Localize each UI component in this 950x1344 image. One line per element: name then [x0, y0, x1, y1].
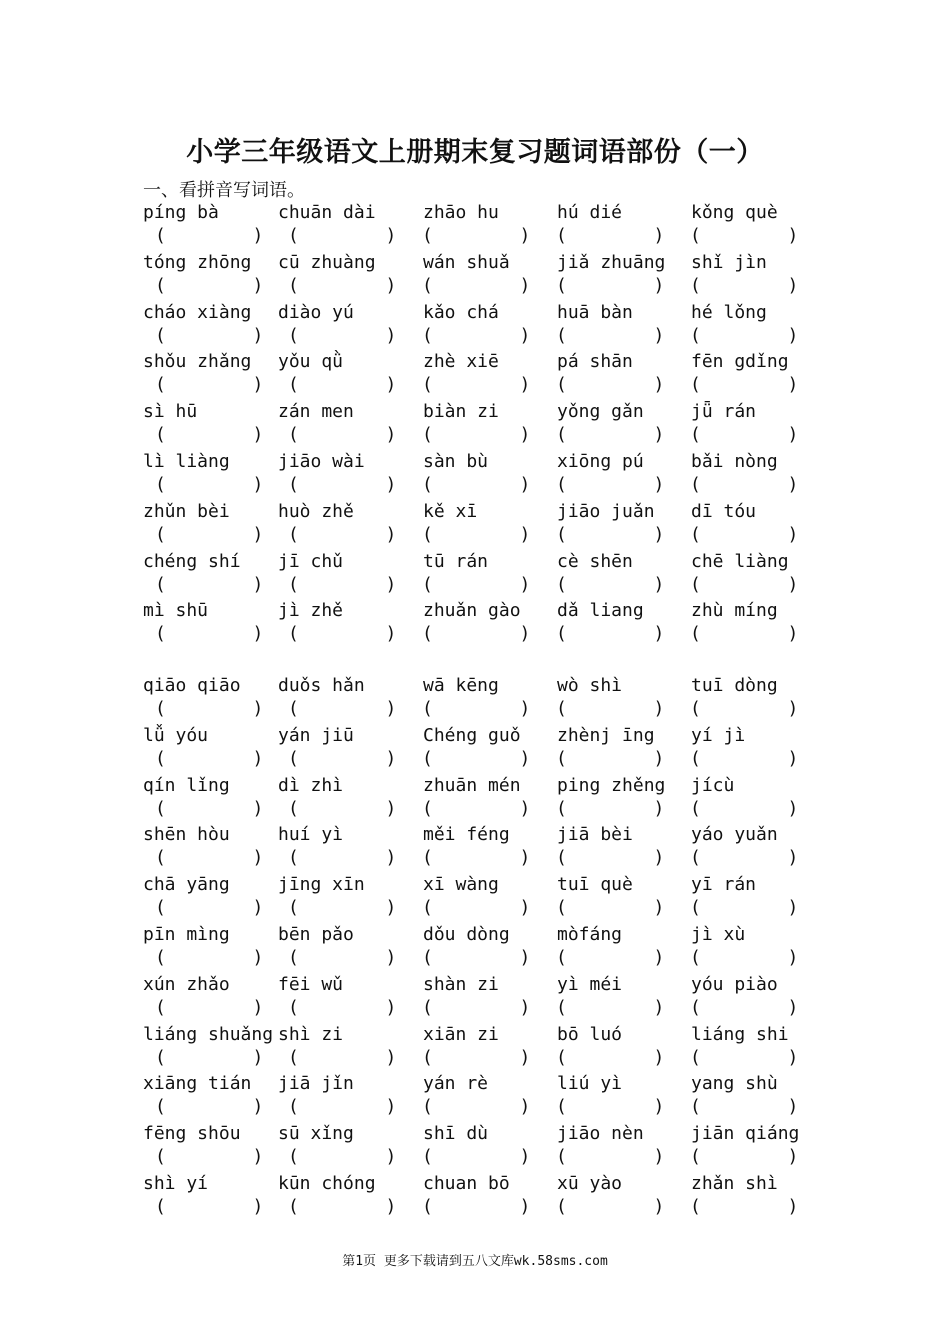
pinyin-prompt: duǒs hǎn [278, 675, 365, 696]
pinyin-prompt: zhǎn shì [691, 1173, 778, 1194]
answer-blank: ( ) [155, 996, 264, 1018]
exercise-row [0, 352, 950, 400]
answer-blank: ( ) [288, 947, 397, 968]
pinyin-prompt: yán rè [423, 1073, 489, 1095]
pinyin-prompt: wò shì [557, 675, 623, 696]
answer-blank: ( ) [422, 274, 531, 296]
pinyin-prompt: jiāo juǎn [557, 500, 655, 522]
answer-blank: ( ) [556, 996, 665, 1018]
pinyin-prompt: hú dié [557, 202, 623, 223]
answer-blank: ( ) [556, 1146, 665, 1168]
pinyin-prompt: jícù [691, 774, 735, 796]
answer-blank: ( ) [155, 747, 264, 769]
pinyin-prompt: zhuǎn gào [423, 600, 521, 622]
answer-blank: ( ) [422, 1196, 531, 1217]
pinyin-prompt: píng bà [143, 202, 219, 223]
answer-blank: ( ) [556, 225, 665, 246]
answer-blank: ( ) [288, 747, 397, 769]
exercise-row [0, 452, 950, 500]
answer-blank: ( ) [155, 573, 264, 595]
exercise-row [0, 1174, 950, 1222]
pinyin-prompt: jiān qiáng [691, 1123, 800, 1145]
answer-blank: ( ) [556, 1196, 665, 1217]
answer-blank: ( ) [155, 1146, 264, 1168]
answer-blank: ( ) [288, 1196, 397, 1217]
pinyin-prompt: liú yì [557, 1073, 623, 1095]
answer-blank: ( ) [556, 1046, 665, 1068]
pinyin-prompt: dì zhì [278, 774, 344, 796]
answer-blank: ( ) [690, 623, 799, 645]
section-heading: 一、看拼音写词语。 [143, 180, 305, 201]
pinyin-prompt: shī dù [423, 1123, 489, 1145]
pinyin-prompt: xiān zi [423, 1023, 499, 1045]
answer-blank: ( ) [556, 374, 665, 396]
answer-blank: ( ) [690, 474, 799, 495]
answer-blank: ( ) [155, 947, 264, 968]
exercise-row [0, 253, 950, 301]
answer-blank: ( ) [690, 1096, 799, 1118]
answer-blank: ( ) [556, 623, 665, 645]
answer-blank: ( ) [422, 698, 531, 719]
pinyin-prompt: lì liàng [143, 451, 230, 472]
pinyin-prompt: pá shān [557, 351, 633, 373]
pinyin-prompt: zhè xiē [423, 351, 499, 373]
answer-blank: ( ) [422, 623, 531, 645]
pinyin-prompt: cū zhuàng [278, 251, 376, 273]
answer-blank: ( ) [155, 374, 264, 396]
pinyin-prompt: chuan bō [423, 1173, 510, 1194]
pinyin-prompt: bō luó [557, 1023, 623, 1045]
pinyin-prompt: jī chǔ [278, 550, 344, 572]
pinyin-prompt: jiā bèi [557, 824, 633, 846]
pinyin-prompt: shēn hòu [143, 824, 230, 846]
answer-blank: ( ) [288, 847, 397, 869]
pinyin-prompt: zhènj īng [557, 724, 655, 746]
answer-blank: ( ) [288, 474, 397, 495]
page-footer: 第1页 更多下载请到五八文库wk.58sms.com [342, 1254, 608, 1269]
answer-blank: ( ) [422, 1146, 531, 1168]
pinyin-prompt: chuān dài [278, 202, 376, 223]
answer-blank: ( ) [556, 698, 665, 719]
pinyin-prompt: Chéng guǒ [423, 724, 521, 746]
pinyin-prompt: shǐ jìn [691, 251, 767, 273]
answer-blank: ( ) [288, 1096, 397, 1118]
pinyin-prompt: qín lǐng [143, 774, 230, 796]
answer-blank: ( ) [155, 324, 264, 346]
answer-blank: ( ) [422, 947, 531, 968]
pinyin-prompt: kě xī [423, 500, 478, 522]
pinyin-prompt: pīn mìng [143, 924, 230, 945]
answer-blank: ( ) [690, 225, 799, 246]
answer-blank: ( ) [155, 1196, 264, 1217]
pinyin-prompt: jiā jǐn [278, 1073, 354, 1095]
answer-blank: ( ) [155, 1046, 264, 1068]
answer-blank: ( ) [556, 424, 665, 446]
pinyin-prompt: zhù míng [691, 600, 778, 622]
pinyin-prompt: yǒu qǜ [278, 351, 344, 373]
answer-blank: ( ) [556, 274, 665, 296]
answer-blank: ( ) [556, 523, 665, 545]
pinyin-prompt: qiāo qiāo [143, 675, 241, 696]
pinyin-prompt: xiāng tián [143, 1073, 252, 1095]
pinyin-prompt: xī wàng [423, 874, 499, 896]
answer-blank: ( ) [422, 1096, 531, 1118]
exercise-row [0, 303, 950, 351]
pinyin-prompt: shì yí [143, 1173, 209, 1194]
answer-blank: ( ) [690, 324, 799, 346]
answer-blank: ( ) [690, 573, 799, 595]
answer-blank: ( ) [288, 623, 397, 645]
answer-blank: ( ) [288, 797, 397, 819]
exercise-row [0, 975, 950, 1023]
pinyin-prompt: chéng shí [143, 550, 241, 572]
pinyin-prompt: shǒu zhǎng [143, 351, 252, 373]
pinyin-prompt: xiōng pú [557, 451, 644, 472]
answer-blank: ( ) [155, 797, 264, 819]
answer-blank: ( ) [690, 1146, 799, 1168]
answer-blank: ( ) [422, 523, 531, 545]
pinyin-prompt: xū yào [557, 1173, 623, 1194]
answer-blank: ( ) [288, 523, 397, 545]
answer-blank: ( ) [155, 474, 264, 495]
answer-blank: ( ) [690, 523, 799, 545]
pinyin-prompt: xún zhǎo [143, 973, 230, 995]
answer-blank: ( ) [288, 225, 397, 246]
pinyin-prompt: tū rán [423, 550, 489, 572]
pinyin-prompt: dī tóu [691, 500, 757, 522]
pinyin-prompt: wā kēng [423, 675, 499, 696]
answer-blank: ( ) [690, 897, 799, 919]
answer-blank: ( ) [556, 747, 665, 769]
pinyin-prompt: dǎ liang [557, 600, 644, 622]
answer-blank: ( ) [690, 947, 799, 968]
pinyin-prompt: fēng shōu [143, 1123, 241, 1145]
answer-blank: ( ) [155, 1096, 264, 1118]
pinyin-prompt: liáng shi [691, 1023, 789, 1045]
pinyin-prompt: yóu piào [691, 973, 778, 995]
answer-blank: ( ) [422, 797, 531, 819]
pinyin-prompt: jiǎ zhuāng [557, 251, 666, 273]
answer-blank: ( ) [556, 947, 665, 968]
answer-blank: ( ) [422, 573, 531, 595]
pinyin-prompt: bēn pǎo [278, 924, 354, 945]
answer-blank: ( ) [556, 847, 665, 869]
answer-blank: ( ) [690, 274, 799, 296]
answer-blank: ( ) [288, 573, 397, 595]
pinyin-prompt: liáng shuǎng [143, 1023, 274, 1045]
exercise-row [0, 1074, 950, 1122]
pinyin-prompt: měi féng [423, 824, 510, 846]
answer-blank: ( ) [422, 474, 531, 495]
pinyin-prompt: jì xù [691, 924, 746, 945]
answer-blank: ( ) [288, 424, 397, 446]
answer-blank: ( ) [556, 1096, 665, 1118]
answer-blank: ( ) [690, 374, 799, 396]
pinyin-prompt: yǒng gǎn [557, 401, 644, 423]
exercise-row [0, 502, 950, 550]
exercise-row [0, 676, 950, 724]
exercise-row [0, 552, 950, 600]
pinyin-prompt: zhuān mén [423, 774, 521, 796]
pinyin-prompt: sū xǐng [278, 1123, 354, 1145]
answer-blank: ( ) [288, 698, 397, 719]
answer-blank: ( ) [556, 573, 665, 595]
pinyin-prompt: shì zi [278, 1023, 344, 1045]
pinyin-prompt: lǚ yóu [143, 724, 209, 746]
pinyin-prompt: jǖ rán [691, 401, 757, 423]
page-title: 小学三年级语文上册期末复习题词语部份（一） [186, 137, 764, 168]
pinyin-prompt: kǒng què [691, 202, 778, 223]
answer-blank: ( ) [155, 274, 264, 296]
pinyin-prompt: huò zhě [278, 500, 354, 522]
pinyin-prompt: jiāo nèn [557, 1123, 644, 1145]
pinyin-prompt: ping zhěng [557, 774, 666, 796]
answer-blank: ( ) [155, 424, 264, 446]
pinyin-prompt: jīng xīn [278, 874, 365, 896]
answer-blank: ( ) [422, 996, 531, 1018]
pinyin-prompt: chē liàng [691, 550, 789, 572]
answer-blank: ( ) [422, 747, 531, 769]
answer-blank: ( ) [155, 225, 264, 246]
answer-blank: ( ) [288, 1146, 397, 1168]
answer-blank: ( ) [556, 324, 665, 346]
answer-blank: ( ) [155, 847, 264, 869]
exercise-row [0, 726, 950, 774]
pinyin-prompt: sì hū [143, 401, 198, 423]
pinyin-prompt: kūn chóng [278, 1173, 376, 1194]
pinyin-prompt: yī rán [691, 874, 757, 896]
answer-blank: ( ) [422, 225, 531, 246]
answer-blank: ( ) [422, 324, 531, 346]
pinyin-prompt: zán men [278, 401, 354, 423]
exercise-row [0, 925, 950, 973]
pinyin-prompt: fēi wǔ [278, 973, 344, 995]
pinyin-prompt: shàn zi [423, 973, 499, 995]
answer-blank: ( ) [155, 523, 264, 545]
answer-blank: ( ) [288, 1046, 397, 1068]
answer-blank: ( ) [690, 424, 799, 446]
pinyin-prompt: biàn zi [423, 401, 499, 423]
exercise-row [0, 825, 950, 873]
pinyin-prompt: zhāo hu [423, 202, 499, 223]
answer-blank: ( ) [690, 747, 799, 769]
pinyin-prompt: yang shù [691, 1073, 778, 1095]
answer-blank: ( ) [155, 698, 264, 719]
pinyin-prompt: cháo xiàng [143, 301, 252, 323]
answer-blank: ( ) [155, 623, 264, 645]
exercise-row [0, 402, 950, 450]
answer-blank: ( ) [690, 797, 799, 819]
answer-blank: ( ) [288, 374, 397, 396]
exercise-row [0, 776, 950, 824]
pinyin-prompt: jiāo wài [278, 451, 365, 472]
answer-blank: ( ) [422, 1046, 531, 1068]
answer-blank: ( ) [288, 274, 397, 296]
pinyin-prompt: bǎi nòng [691, 451, 778, 472]
pinyin-prompt: mì shū [143, 600, 209, 622]
pinyin-prompt: yì méi [557, 973, 623, 995]
answer-blank: ( ) [288, 996, 397, 1018]
pinyin-prompt: tóng zhōng [143, 251, 252, 273]
answer-blank: ( ) [556, 474, 665, 495]
answer-blank: ( ) [288, 324, 397, 346]
answer-blank: ( ) [422, 897, 531, 919]
answer-blank: ( ) [690, 698, 799, 719]
pinyin-prompt: fēn gdǐng [691, 351, 789, 373]
exercise-row [0, 875, 950, 923]
answer-blank: ( ) [556, 797, 665, 819]
answer-blank: ( ) [690, 996, 799, 1018]
pinyin-prompt: mòfáng [557, 924, 623, 945]
exercise-row [0, 601, 950, 649]
answer-blank: ( ) [422, 424, 531, 446]
pinyin-prompt: dǒu dòng [423, 924, 510, 945]
pinyin-prompt: zhǔn bèi [143, 500, 230, 522]
pinyin-prompt: huā bàn [557, 301, 633, 323]
pinyin-prompt: sàn bù [423, 451, 489, 472]
pinyin-prompt: yáo yuǎn [691, 824, 778, 846]
pinyin-prompt: huí yì [278, 824, 344, 846]
pinyin-prompt: chā yāng [143, 874, 230, 896]
exercise-row [0, 1124, 950, 1172]
pinyin-prompt: diào yú [278, 301, 354, 323]
exercise-row [0, 1025, 950, 1073]
answer-blank: ( ) [288, 897, 397, 919]
pinyin-prompt: tuī dòng [691, 675, 778, 696]
pinyin-prompt: jì zhě [278, 600, 344, 622]
answer-blank: ( ) [690, 1046, 799, 1068]
answer-blank: ( ) [155, 897, 264, 919]
pinyin-prompt: tuī què [557, 874, 633, 896]
pinyin-prompt: yí jì [691, 724, 746, 746]
answer-blank: ( ) [422, 374, 531, 396]
answer-blank: ( ) [556, 897, 665, 919]
pinyin-prompt: wán shuǎ [423, 251, 510, 273]
pinyin-prompt: yán jiū [278, 724, 354, 746]
answer-blank: ( ) [422, 847, 531, 869]
pinyin-prompt: hé lǒng [691, 301, 767, 323]
pinyin-prompt: kǎo chá [423, 301, 499, 323]
answer-blank: ( ) [690, 847, 799, 869]
exercise-row [0, 203, 950, 251]
pinyin-prompt: cè shēn [557, 550, 633, 572]
answer-blank: ( ) [690, 1196, 799, 1217]
